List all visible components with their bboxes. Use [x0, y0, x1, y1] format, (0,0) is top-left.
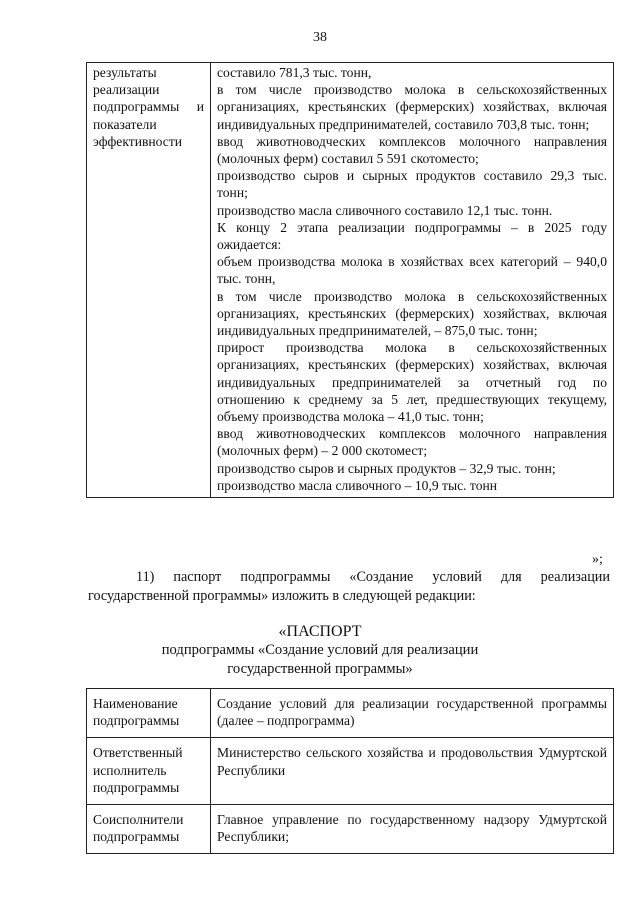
results-paragraph: ввод животноводческих комплексов молочного направления (молочных ферм) составил 5 591 скотоместо;	[217, 133, 607, 167]
results-paragraph: составило 781,3 тыс. тонн,	[217, 65, 372, 80]
results-paragraph: К концу 2 этапа реализации подпрограммы – в 2025 году ожидается:	[217, 219, 607, 253]
results-paragraph: производство масла сливочного составило 12,1 тыс. тонн.	[217, 202, 553, 218]
passport-value-cell: Создание условий для реализации государственной программы (далее – подпрограмма)	[211, 689, 614, 738]
results-paragraph: производство сыров и сырных продуктов составило 29,3 тыс. тонн;	[217, 168, 607, 201]
results-paragraph: в том числе производство молока в сельскохозяйственных организациях, крестьянских (фермерских) хозяйствах, включая индивидуальных предпринимателей, – 875,0 тыс. тонн;	[217, 288, 607, 339]
passport-table	[86, 688, 614, 854]
table-row	[87, 805, 614, 854]
passport-label-cell: Наименование подпрограммы	[87, 689, 211, 738]
passport-subtitle-line: подпрограммы «Создание условий для реализации	[161, 642, 479, 658]
passport-subtitle-line: государственной программы»	[227, 661, 413, 677]
passport-value-cell: Министерство сельского хозяйства и продовольствия Удмуртской Республики	[211, 738, 614, 805]
table-row	[87, 738, 614, 805]
results-paragraph: ввод животноводческих комплексов молочного направления (молочных ферм) – 2 000 скотомест;	[217, 426, 607, 459]
passport-heading: «ПАСПОРТ	[278, 623, 362, 640]
passport-label-cell: Ответственный исполнитель подпрограммы	[87, 738, 211, 805]
closing-quote: »;	[592, 552, 603, 567]
passport-title	[0, 622, 640, 679]
results-value-cell	[211, 63, 614, 498]
results-label-cell: результаты реализации подпрограммы и показатели эффективности	[87, 63, 211, 498]
results-paragraph: производство масла сливочного – 10,9 тыс. тонн	[217, 477, 498, 493]
results-paragraph: производство сыров и сырных продуктов – 32,9 тыс. тонн;	[217, 460, 556, 476]
results-table	[86, 62, 614, 498]
table-row	[87, 689, 614, 738]
passport-value-cell: Главное управление по государственному надзору Удмуртской Республики;	[211, 805, 614, 854]
table-row	[87, 63, 614, 498]
amendment-instruction: 11) паспорт подпрограммы «Создание условий для реализации государственной программы» изложить в следующей редакции:	[88, 569, 610, 604]
results-paragraph: в том числе производство молока в сельскохозяйственных организациях, крестьянских (фермерских) хозяйствах, включая индивидуальных предпринимателей, составило 703,8 тыс. тонн;	[217, 82, 607, 132]
results-paragraph: объем производства молока в хозяйствах всех категорий – 940,0 тыс. тонн,	[217, 254, 607, 287]
page-number: 38	[313, 30, 327, 45]
passport-label-cell: Соисполнители подпрограммы	[87, 805, 211, 854]
results-paragraph: прирост производства молока в сельскохозяйственных организациях, крестьянских (фермерских) хозяйствах, включая индивидуальных предпринимателей за отчетный год по отношению к среднему за 5 лет, предшествующих текущему, объему производства молока – 41,0 тыс. тонн;	[217, 340, 607, 425]
